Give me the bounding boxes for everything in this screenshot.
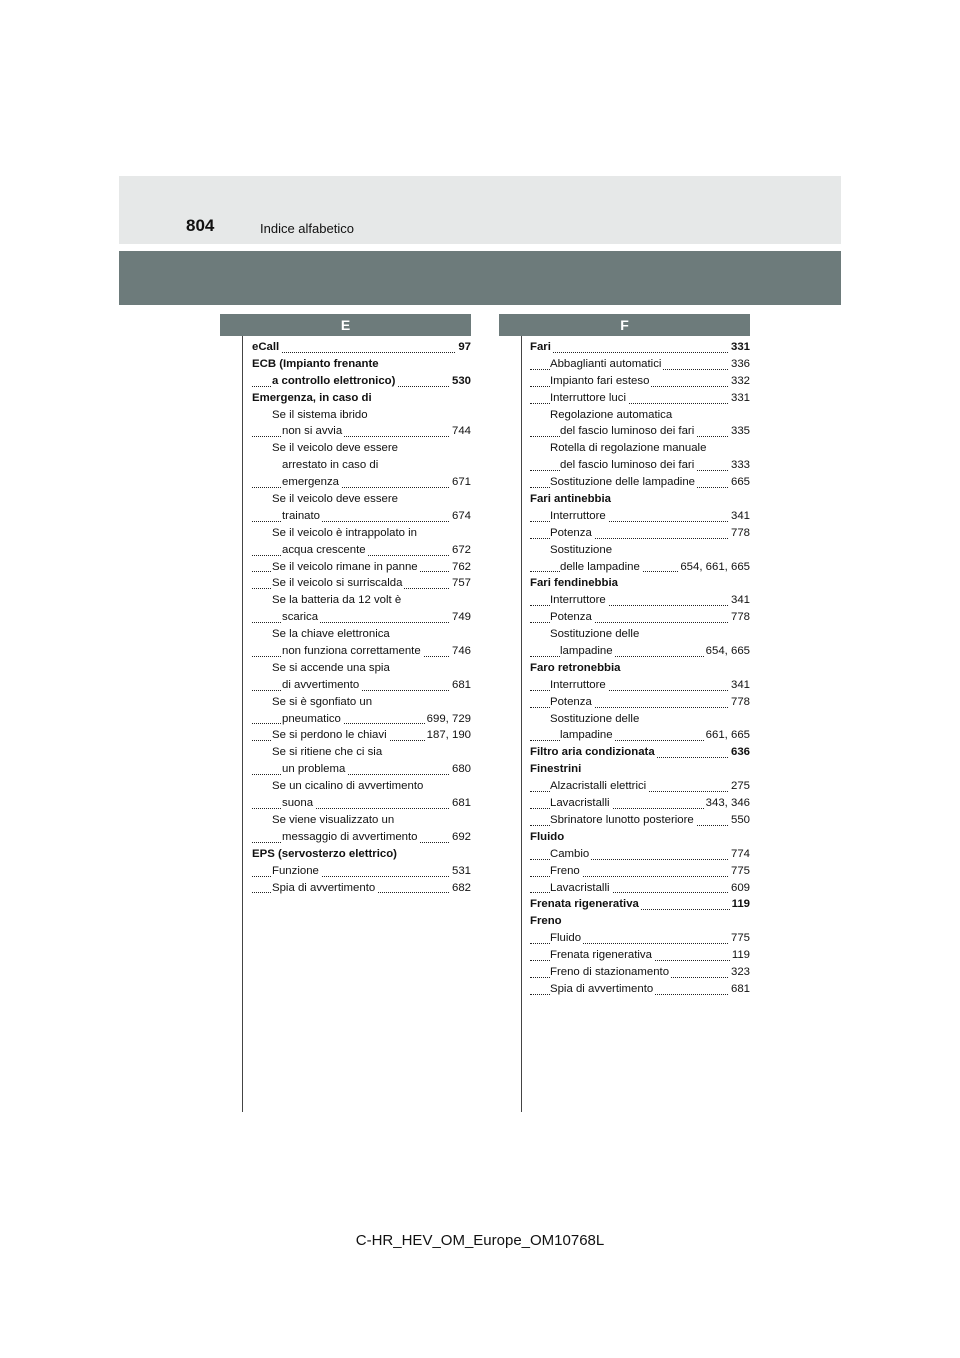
entry-page: 672 [450, 542, 471, 559]
entry-text: Se si accende una spia [272, 661, 390, 674]
index-entry [530, 339, 750, 356]
entry-page: 331 [729, 339, 750, 356]
entry-page: 550 [729, 812, 750, 829]
index-entry [252, 744, 471, 761]
index-entry [530, 609, 750, 626]
entry-text: lampadine [560, 645, 613, 658]
entry-text: Interruttore [550, 509, 606, 522]
index-entry [252, 390, 471, 407]
entry-text: Se viene visualizzato un [272, 813, 395, 826]
entry-page: 335 [729, 423, 750, 440]
entry-page: 681 [450, 677, 471, 694]
entry-text: Fari fendinebbia [530, 577, 618, 590]
index-entry [252, 373, 471, 390]
entry-text: Regolazione automatica [550, 408, 673, 421]
index-entry [252, 423, 471, 440]
index-column-e [252, 339, 471, 896]
entry-text: Se il veicolo deve essere [272, 493, 398, 506]
index-entry [530, 440, 750, 457]
index-entry [530, 626, 750, 643]
entry-text: emergenza [282, 476, 339, 489]
index-entry [252, 660, 471, 677]
index-entry [530, 356, 750, 373]
index-entry [252, 407, 471, 424]
entry-page: 775 [729, 863, 750, 880]
entry-text: Faro retronebbia [530, 661, 621, 674]
entry-page: 778 [729, 609, 750, 626]
index-entry [530, 846, 750, 863]
entry-page: 654, 665 [704, 643, 750, 660]
column-divider-left [242, 336, 243, 1112]
index-entry [530, 660, 750, 677]
index-entry [252, 356, 471, 373]
entry-text: Finestrini [530, 763, 582, 776]
entry-text: acqua crescente [282, 543, 366, 556]
entry-text: Spia di avvertimento [550, 982, 654, 995]
document-id: C-HR_HEV_OM_Europe_OM10768L [355, 1232, 605, 1249]
letter-heading-e: E [220, 314, 471, 336]
index-entry [252, 559, 471, 576]
entry-text: Freno [530, 915, 562, 928]
index-entry [530, 812, 750, 829]
entry-page: 341 [729, 592, 750, 609]
entry-text: lampadine [560, 729, 613, 742]
index-entry [530, 896, 750, 913]
index-entry [530, 880, 750, 897]
index-entry [530, 575, 750, 592]
entry-text: Funzione [272, 864, 319, 877]
index-entry [252, 542, 471, 559]
entry-text: scarica [282, 611, 319, 624]
index-entry [530, 592, 750, 609]
entry-page: 97 [456, 339, 471, 356]
index-entry [530, 525, 750, 542]
index-entry [252, 711, 471, 728]
index-entry [530, 407, 750, 424]
entry-text: Sostituzione delle lampadine [550, 476, 696, 489]
entry-text: Se il veicolo si surriscalda [272, 577, 403, 590]
entry-text: non funziona correttamente [282, 645, 421, 658]
entry-page: 333 [729, 457, 750, 474]
entry-text: Freno [550, 864, 580, 877]
entry-text: Se si perdono le chiavi [272, 729, 387, 742]
dot-leader [252, 352, 471, 353]
index-entry [252, 880, 471, 897]
entry-page: 336 [729, 356, 750, 373]
entry-text: Se il sistema ibrido [272, 408, 368, 421]
index-entry [530, 390, 750, 407]
entry-text: Abbaglianti automatici [550, 357, 662, 370]
index-entry [530, 559, 750, 576]
entry-text: Fari [530, 341, 551, 353]
entry-text: a controllo elettronico) [272, 374, 396, 387]
index-entry [252, 778, 471, 795]
entry-page: 343, 346 [704, 795, 750, 812]
entry-text: Se un cicalino di avvertimento [272, 780, 424, 793]
index-entry [530, 373, 750, 390]
entry-page: 531 [450, 863, 471, 880]
entry-text: EPS (servosterzo elettrico) [252, 847, 397, 860]
entry-text: di avvertimento [282, 678, 360, 691]
entry-text: Potenza [550, 611, 592, 624]
entry-text: Se la batteria da 12 volt è [272, 594, 402, 607]
entry-text: trainato [282, 509, 320, 522]
entry-text: Frenata rigenerativa [550, 949, 652, 962]
section-title: Indice alfabetico [260, 221, 354, 236]
entry-text: ECB (Impianto frenante [252, 357, 379, 370]
index-entry [252, 846, 471, 863]
entry-text: pneumatico [282, 712, 341, 725]
index-entry [530, 677, 750, 694]
entry-text: Emergenza, in caso di [252, 391, 372, 404]
index-entry [252, 440, 471, 457]
entry-page: 609 [729, 880, 750, 897]
entry-text: Spia di avvertimento [272, 881, 376, 894]
entry-page: 762 [450, 559, 471, 576]
entry-page: 746 [450, 643, 471, 660]
entry-text: Interruttore [550, 594, 606, 607]
index-entry [252, 643, 471, 660]
header-dark-band [119, 251, 841, 305]
index-entry [530, 457, 750, 474]
index-entry [530, 964, 750, 981]
entry-page: 775 [729, 930, 750, 947]
index-entry [252, 339, 471, 356]
index-entry [530, 778, 750, 795]
index-entry [530, 947, 750, 964]
entry-text: Impianto fari esteso [550, 374, 650, 387]
entry-text: del fascio luminoso dei fari [560, 459, 695, 472]
entry-text: Potenza [550, 526, 592, 539]
index-entry [252, 508, 471, 525]
entry-page: 119 [730, 896, 750, 913]
index-entry [530, 474, 750, 491]
header-band [119, 176, 841, 244]
index-entry [252, 457, 471, 474]
entry-text: suona [282, 797, 314, 810]
index-entry [252, 863, 471, 880]
entry-text: Fari antinebbia [530, 493, 612, 506]
entry-text: Sbrinatore lunotto posteriore [550, 813, 694, 826]
index-entry [252, 525, 471, 542]
index-entry [530, 423, 750, 440]
index-entry [530, 694, 750, 711]
entry-text: Se si è sgonfiato un [272, 695, 373, 708]
entry-page: 661, 665 [704, 727, 750, 744]
column-divider-right [521, 336, 522, 1112]
index-entry [252, 761, 471, 778]
entry-page: 275 [729, 778, 750, 795]
index-entry [252, 795, 471, 812]
entry-page: 636 [729, 744, 750, 761]
entry-text: Interruttore [550, 678, 606, 691]
index-entry [530, 913, 750, 930]
letter-heading-f: F [499, 314, 750, 336]
entry-page: 749 [450, 609, 471, 626]
entry-text: Sostituzione delle [550, 628, 640, 641]
entry-page: 332 [729, 373, 750, 390]
index-entry [530, 744, 750, 761]
index-entry [252, 694, 471, 711]
entry-text: delle lampadine [560, 560, 640, 573]
entry-text: Filtro aria condizionata [530, 746, 655, 759]
index-column-f [530, 339, 750, 998]
entry-page: 674 [450, 508, 471, 525]
entry-page: 682 [450, 880, 471, 897]
entry-page: 187, 190 [425, 727, 471, 744]
entry-text: Lavacristalli [550, 797, 610, 810]
entry-page: 681 [729, 981, 750, 998]
entry-text: Sostituzione delle [550, 712, 640, 725]
entry-page: 665 [729, 474, 750, 491]
entry-page: 323 [729, 964, 750, 981]
entry-page: 774 [729, 846, 750, 863]
entry-text: Se il veicolo rimane in panne [272, 560, 418, 573]
index-entry [530, 829, 750, 846]
entry-page: 757 [450, 575, 471, 592]
entry-text: messaggio di avvertimento [282, 830, 418, 843]
entry-page: 680 [450, 761, 471, 778]
entry-text: Se il veicolo deve essere [272, 442, 398, 455]
index-entry [530, 761, 750, 778]
entry-text: del fascio luminoso dei fari [560, 425, 695, 438]
entry-text: Rotella di regolazione manuale [550, 442, 707, 455]
entry-page: 681 [450, 795, 471, 812]
entry-page: 778 [729, 694, 750, 711]
page-number: 804 [186, 216, 215, 235]
entry-page: 778 [729, 525, 750, 542]
index-entry [252, 812, 471, 829]
index-entry [252, 592, 471, 609]
index-entry [252, 727, 471, 744]
entry-page: 654, 661, 665 [678, 559, 750, 576]
entry-text: non si avvia [282, 425, 343, 438]
entry-text: Lavacristalli [550, 881, 610, 894]
entry-text: Se si ritiene che ci sia [272, 746, 383, 759]
entry-text: arrestato in caso di [282, 459, 379, 472]
index-entry [530, 491, 750, 508]
entry-text: un problema [282, 763, 346, 776]
dot-leader [530, 352, 750, 353]
index-entry [530, 863, 750, 880]
entry-text: Fluido [550, 932, 582, 945]
index-entry [530, 711, 750, 728]
entry-text: Sostituzione [550, 543, 613, 556]
entry-page: 699, 729 [425, 711, 471, 728]
entry-text: Se la chiave elettronica [272, 628, 390, 641]
index-entry [252, 575, 471, 592]
index-entry [252, 491, 471, 508]
index-entry [530, 542, 750, 559]
entry-page: 119 [730, 947, 750, 964]
entry-page: 341 [729, 508, 750, 525]
entry-page: 530 [450, 373, 471, 390]
index-entry [252, 474, 471, 491]
index-entry [252, 626, 471, 643]
entry-text: Interruttore luci [550, 391, 626, 404]
entry-text: Frenata rigenerativa [530, 898, 639, 911]
entry-text: eCall [252, 341, 280, 353]
index-entry [252, 829, 471, 846]
index-entry [530, 930, 750, 947]
entry-page: 331 [729, 390, 750, 407]
index-entry [530, 795, 750, 812]
index-entry [252, 677, 471, 694]
entry-page: 671 [450, 474, 471, 491]
entry-page: 692 [450, 829, 471, 846]
index-entry [252, 609, 471, 626]
index-entry [530, 727, 750, 744]
index-entry [530, 508, 750, 525]
entry-text: Fluido [530, 830, 565, 843]
entry-text: Se il veicolo è intrappolato in [272, 526, 418, 539]
entry-page: 744 [450, 423, 471, 440]
index-entry [530, 981, 750, 998]
entry-page: 341 [729, 677, 750, 694]
entry-text: Freno di stazionamento [550, 965, 670, 978]
entry-text: Cambio [550, 847, 590, 860]
entry-text: Potenza [550, 695, 592, 708]
entry-text: Alzacristalli elettrici [550, 780, 647, 793]
index-entry [530, 643, 750, 660]
